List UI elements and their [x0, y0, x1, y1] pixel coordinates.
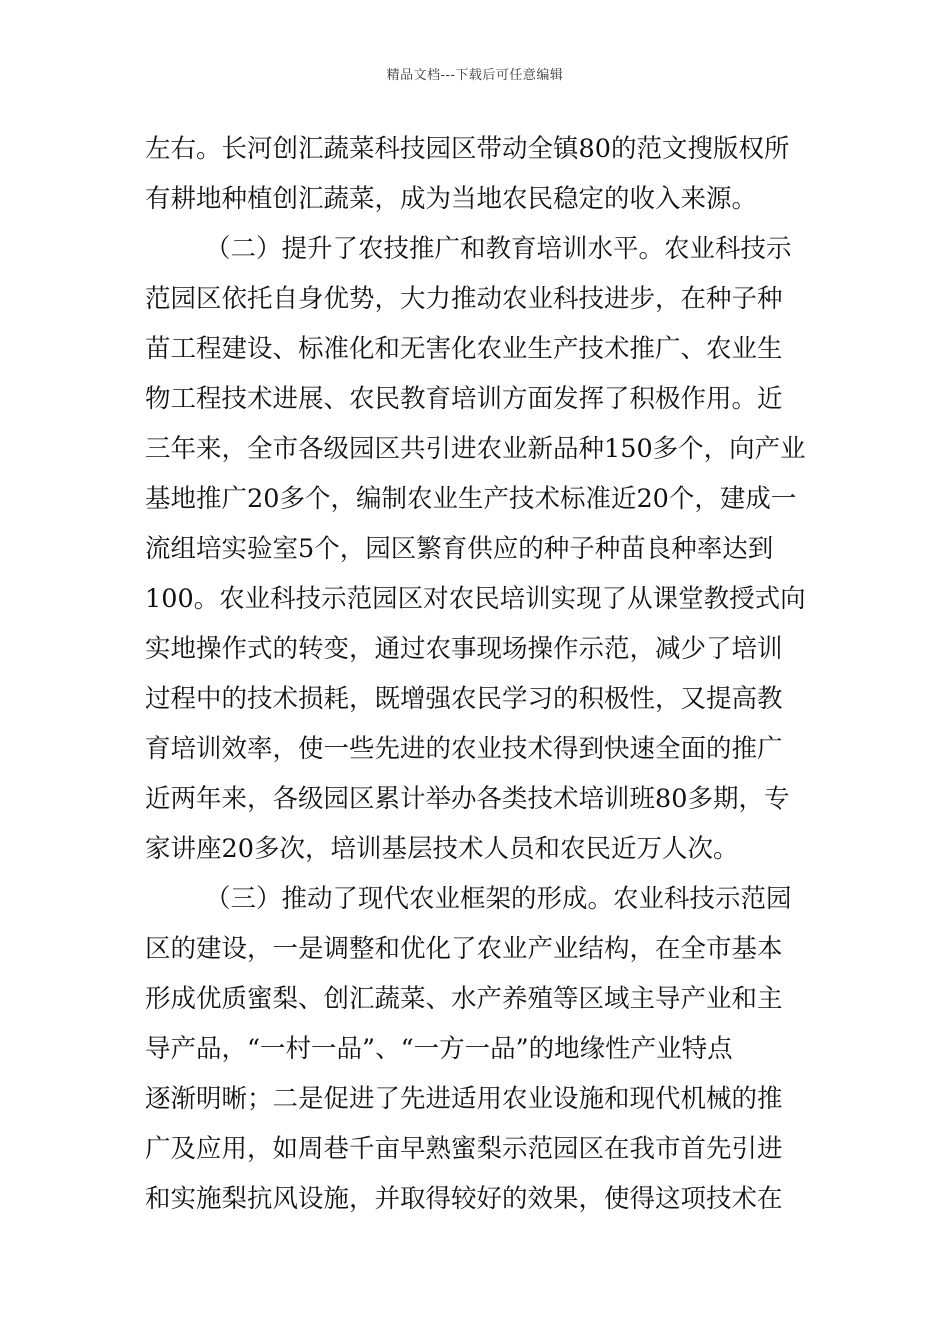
text-line: 育培训效率，使一些先进的农业技术得到快速全面的推广 — [145, 734, 783, 764]
text-line: 流组培实验室5个，园区繁育供应的种子种苗良种率达到 — [145, 534, 774, 564]
text-line: 导产品，“一村一品”、“一方一品”的地缘性产业特点 — [145, 1034, 733, 1064]
text-line: 物工程技术进展、农民教育培训方面发挥了积极作用。近 — [145, 384, 783, 414]
text-line: 形成优质蜜梨、创汇蔬菜、水产养殖等区域主导产业和主 — [145, 984, 783, 1014]
text-line: 近两年来，各级园区累计举办各类技术培训班80多期，专 — [145, 784, 790, 814]
text-line: 基地推广20多个，编制农业生产技术标准近20个，建成一 — [145, 484, 797, 514]
text-line: 三年来，全市各级园区共引进农业新品种150多个，向产业 — [145, 434, 806, 464]
text-line: 逐渐明晰；二是促进了先进适用农业设施和现代机械的推 — [145, 1084, 783, 1114]
text-line: 左右。长河创汇蔬菜科技园区带动全镇80的范文搜版权所 — [145, 134, 790, 164]
body-text — [145, 124, 810, 1224]
page-header: 精品文档---下载后可任意编辑 — [386, 68, 564, 83]
text-line: 范园区依托自身优势，大力推动农业科技进步，在种子种 — [145, 284, 783, 314]
text-line: 广及应用，如周巷千亩早熟蜜梨示范园区在我市首先引进 — [145, 1134, 783, 1164]
text-line: 家讲座20多次，培训基层技术人员和农民近万人次。 — [145, 834, 739, 864]
text-line: 过程中的技术损耗，既增强农民学习的积极性，又提高教 — [145, 684, 783, 714]
section-heading-line: （三）推动了现代农业框架的形成。农业科技示范园 — [205, 884, 792, 914]
text-line: 区的建设，一是调整和优化了农业产业结构，在全市基本 — [145, 934, 783, 964]
section-heading-line: （二）提升了农技推广和教育培训水平。农业科技示 — [205, 234, 792, 264]
text-line: 100。农业科技示范园区对农民培训实现了从课堂教授式向 — [145, 584, 806, 614]
text-line: 实地操作式的转变，通过农事现场操作示范，减少了培训 — [145, 634, 783, 664]
text-line: 和实施梨抗风设施，并取得较好的效果，使得这项技术在 — [145, 1184, 783, 1214]
text-line: 有耕地种植创汇蔬菜，成为当地农民稳定的收入来源。 — [145, 184, 758, 214]
text-line: 苗工程建设、标准化和无害化农业生产技术推广、农业生 — [145, 334, 783, 364]
